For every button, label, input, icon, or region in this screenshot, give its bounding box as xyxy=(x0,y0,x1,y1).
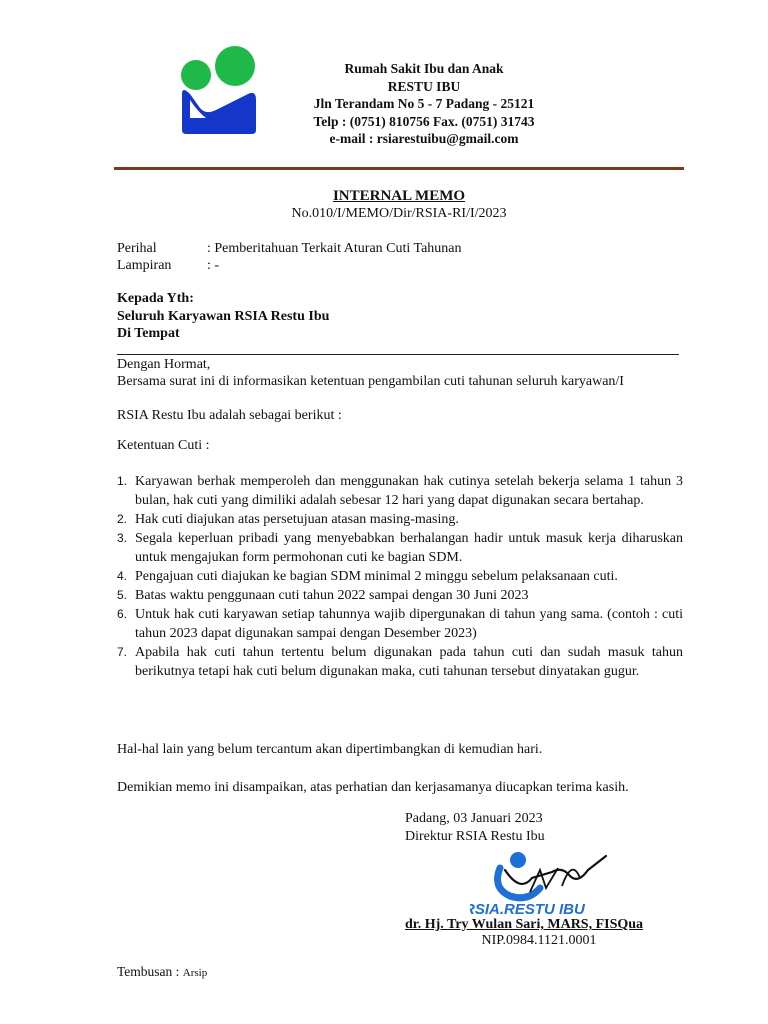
intro-line-2: RSIA Restu Ibu adalah sebagai berikut : xyxy=(117,408,342,423)
signer-position: Direktur RSIA Restu Ibu xyxy=(405,829,545,844)
memo-title: INTERNAL MEMO xyxy=(332,188,466,204)
list-number: 1. xyxy=(117,474,128,488)
list-item xyxy=(117,586,683,605)
list-number: 5. xyxy=(117,588,128,602)
signature-stamp xyxy=(470,848,620,918)
list-item xyxy=(117,567,683,586)
place-date: Padang, 03 Januari 2023 xyxy=(405,811,543,826)
hospital-address: Jln Terandam No 5 - 7 Padang - 25121 xyxy=(313,96,535,111)
list-item xyxy=(117,510,683,529)
list-number: 3. xyxy=(117,531,128,545)
addressee-line-2: Seluruh Karyawan RSIA Restu Ibu xyxy=(117,308,330,324)
list-number: 7. xyxy=(117,645,128,659)
list-text: Batas waktu penggunaan cuti tahun 2022 sampai dengan 30 Juni 2023 xyxy=(135,588,529,603)
hospital-email: e-mail : rsiarestuibu@gmail.com xyxy=(329,131,519,146)
list-text: Hak cuti diajukan atas persetujuan atasan masing-masing. xyxy=(135,512,459,527)
addressee-divider xyxy=(117,354,679,355)
list-text: Pengajuan cuti diajukan ke bagian SDM minimal 2 minggu sebelum pelaksanaan cuti. xyxy=(135,569,618,584)
list-item xyxy=(117,472,683,510)
hospital-logo-icon xyxy=(176,42,256,134)
addressee-line-1: Kepada Yth: xyxy=(117,291,194,306)
letterhead xyxy=(250,60,598,148)
hospital-type: Rumah Sakit Ibu dan Anak xyxy=(344,61,504,76)
lampiran-value: : - xyxy=(207,258,220,273)
greeting: Dengan Hormat, xyxy=(117,357,211,372)
lampiran-label: Lampiran xyxy=(117,258,172,273)
perihal-row xyxy=(117,240,462,257)
rules-heading: Ketentuan Cuti : xyxy=(117,438,210,453)
list-item xyxy=(117,605,683,643)
list-text: Segala keperluan pribadi yang menyebabkan berhalangan hadir untuk masuk kerja diharuskan untuk mengajukan form permohonan cuti ke bagian SDM. xyxy=(135,531,683,565)
closing-line-1: Hal-hal lain yang belum tercantum akan dipertimbangkan di kemudian hari. xyxy=(117,742,543,757)
tembusan-label: Tembusan : xyxy=(117,964,180,979)
list-text: Untuk hak cuti karyawan setiap tahunnya wajib dipergunakan di tahun yang sama. (contoh : cuti tahun 2023 dapat digunakan sampai dengan Desember 2023) xyxy=(135,607,683,641)
signer-name: dr. Hj. Try Wulan Sari, MARS, FISQua xyxy=(405,917,644,932)
stamp-text: RSIA.RESTU IBU xyxy=(470,901,585,918)
memo-number: No.010/I/MEMO/Dir/RSIA-RI/I/2023 xyxy=(291,206,507,221)
perihal-label: Perihal xyxy=(117,241,157,256)
closing-line-2: Demikian memo ini disampaikan, atas perhatian dan kerjasamanya diucapkan terima kasih. xyxy=(117,780,629,795)
signer-nip: NIP.0984.1121.0001 xyxy=(481,933,597,948)
intro-line-1: Bersama surat ini di informasikan ketentuan pengambilan cuti tahunan seluruh karyawan/I xyxy=(117,374,624,389)
perihal-value: : Pemberitahuan Terkait Aturan Cuti Tahunan xyxy=(207,241,462,256)
rules-list xyxy=(117,472,683,681)
list-item xyxy=(117,529,683,567)
list-text: Karyawan berhak memperoleh dan menggunakan hak cutinya setelah bekerja selama 1 tahun 3 bulan, hak cuti yang dimiliki adalah sebesar 12 hari yang dapat digunakan secara bertahap. xyxy=(135,474,683,508)
hospital-phone: Telp : (0751) 810756 Fax. (0751) 31743 xyxy=(313,113,535,129)
list-number: 4. xyxy=(117,569,128,583)
list-item xyxy=(117,643,683,681)
tembusan xyxy=(117,964,207,980)
addressee-line-3: Di Tempat xyxy=(117,326,180,341)
list-number: 6. xyxy=(117,607,128,621)
lampiran-row xyxy=(117,257,219,274)
list-number: 2. xyxy=(117,512,128,526)
tembusan-value: Arsip xyxy=(182,967,208,979)
header-divider xyxy=(114,167,684,170)
addressee xyxy=(117,290,329,343)
list-text: Apabila hak cuti tahun tertentu belum digunakan pada tahun cuti dan sudah masuk tahun berikutnya tetapi hak cuti belum digunakan maka, cuti tahunan tersebut dinyatakan gugur. xyxy=(135,645,683,679)
hospital-name: RESTU IBU xyxy=(387,78,461,94)
